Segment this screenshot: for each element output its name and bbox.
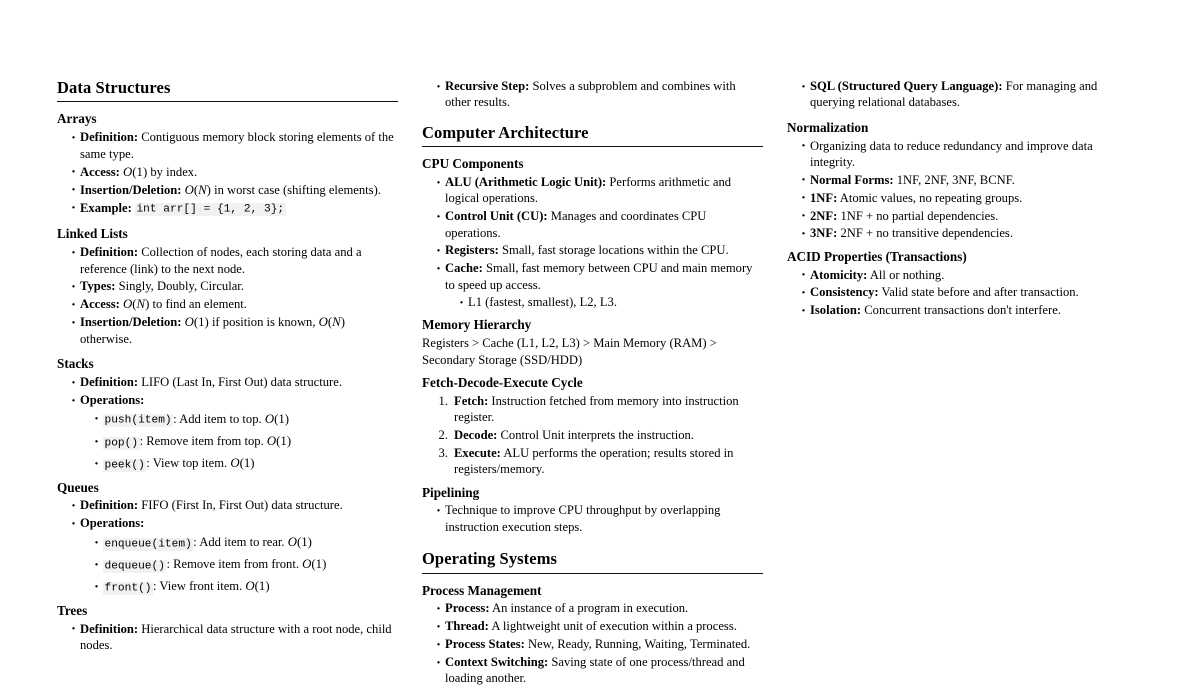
item-label: Fetch: (454, 393, 489, 408)
list-item (71, 182, 398, 199)
list-item (436, 600, 763, 616)
item-text: to find an element. (152, 297, 247, 312)
section-rule-computer-architecture (422, 146, 763, 147)
item-text: Instruction fetched from memory into instruction register. (454, 393, 739, 425)
item-label: Consistency: (810, 285, 879, 300)
item-text: Saving state of one process/thread and loading another. (445, 655, 745, 686)
list-item (436, 260, 763, 310)
item-label: 1NF: (810, 190, 838, 205)
list-item (801, 208, 1117, 224)
item-label: Example: (80, 200, 132, 215)
item-label: Registers: (445, 243, 499, 258)
complexity-notation: O(1) (123, 164, 148, 179)
list-cpu-components (422, 174, 763, 310)
list-item (436, 242, 763, 258)
code-snippet: push(item) (104, 414, 172, 427)
complexity-notation: O(1) (266, 434, 292, 448)
subheading-stacks: Stacks (57, 356, 94, 372)
subheading-pipelining: Pipelining (422, 484, 480, 500)
complexity-notation: O(1) (302, 557, 327, 572)
code-snippet: dequeue() (104, 560, 165, 573)
list-item (71, 515, 398, 596)
item-text: Solves a subproblem and combines with other results. (445, 79, 736, 110)
item-text: An instance of a program in execution. (492, 601, 689, 616)
item-label: Thread: (445, 619, 489, 634)
subheading-trees: Trees (57, 602, 88, 618)
item-text: 1NF, 2NF, 3NF, BCNF. (896, 172, 1015, 187)
list-item (801, 225, 1117, 241)
item-label: Insertion/Deletion: (80, 182, 182, 197)
subheading-queues: Queues (57, 479, 99, 495)
item-text: by index. (150, 164, 198, 179)
list-item (94, 556, 398, 574)
memory-hierarchy-text: Registers > Cache (L1, L2, L3) > Main Memory (RAM) > Secondary Storage (SSD/HDD) (422, 336, 717, 367)
item-text: in worst case (shifting elements). (214, 182, 381, 197)
list-item (94, 534, 398, 552)
list-stacks (57, 374, 398, 472)
code-snippet: pop() (104, 437, 139, 449)
item-text: New, Ready, Running, Waiting, Terminated. (528, 637, 751, 652)
item-text: if position is known, (211, 315, 316, 330)
list-item (432, 427, 763, 443)
item-label: Operations: (80, 516, 145, 531)
subheading-fetch-decode-execute: Fetch-Decode-Execute Cycle (422, 374, 583, 390)
list-item (71, 200, 398, 218)
item-text: L1 (fastest, smallest), L2, L3. (468, 295, 617, 310)
list-item (432, 393, 763, 426)
list-item (94, 433, 398, 451)
item-text-2: otherwise. (80, 332, 133, 347)
item-label: Process States: (445, 637, 525, 652)
section-rule-data-structures (57, 101, 398, 102)
item-label: Atomicity: (810, 267, 868, 282)
item-label: Access: (80, 297, 120, 312)
list-pipelining (422, 502, 763, 535)
item-text: Valid state before and after transaction. (881, 285, 1079, 300)
list-item (71, 296, 398, 313)
list-item (71, 314, 398, 347)
list-item (71, 497, 398, 513)
item-label: Definition: (80, 245, 139, 260)
list-fetch-decode-execute (422, 393, 763, 478)
list-item (801, 138, 1117, 171)
list-item (801, 267, 1117, 283)
item-label: 3NF: (810, 226, 838, 241)
item-label: 2NF: (810, 208, 838, 223)
code-snippet: front() (104, 582, 152, 595)
list-item (436, 78, 763, 111)
item-label: Types: (80, 279, 116, 294)
list-queues (57, 497, 398, 595)
list-linked-lists (57, 244, 398, 347)
subheading-arrays: Arrays (57, 111, 97, 127)
list-item (94, 411, 398, 429)
list-item (436, 636, 763, 652)
item-label: Definition: (80, 621, 139, 636)
item-label: Decode: (454, 428, 498, 443)
item-text: : Remove item from top. (139, 434, 264, 448)
item-label: Operations: (80, 393, 145, 408)
item-text: : View top item. (146, 456, 228, 471)
item-text: 2NF + no transitive dependencies. (840, 226, 1013, 241)
item-text: Contiguous memory block storing elements of the same type. (80, 130, 394, 161)
section-rule-operating-systems (422, 573, 763, 574)
item-label: Process: (445, 601, 490, 616)
list-arrays (57, 129, 398, 217)
list-acid-properties (787, 267, 1117, 319)
list-item (801, 78, 1117, 111)
item-text: FIFO (First In, First Out) data structure. (141, 498, 343, 513)
item-text: : Remove item from front. (166, 557, 299, 572)
item-text: Technique to improve CPU throughput by overlapping instruction execution steps. (445, 503, 721, 534)
section-heading-computer-architecture: Computer Architecture (422, 122, 589, 142)
item-text: Manages and coordinates CPU operations. (445, 209, 707, 240)
subheading-process-management: Process Management (422, 582, 542, 598)
list-item (71, 129, 398, 162)
section-computer-architecture (422, 123, 763, 535)
item-label: Execute: (454, 445, 501, 460)
list-process-management (422, 600, 763, 686)
sublist-stack-operations (80, 411, 398, 473)
subheading-acid-properties: ACID Properties (Transactions) (787, 248, 967, 264)
item-text: For managing and querying relational databases. (810, 79, 1098, 110)
item-label: SQL (Structured Query Language): (810, 79, 1003, 93)
subheading-cpu-components: CPU Components (422, 156, 524, 172)
list-item (94, 455, 398, 473)
list-item (801, 172, 1117, 188)
complexity-notation: O(1) (245, 579, 270, 594)
item-text: Singly, Doubly, Circular. (118, 279, 244, 294)
item-text: 1NF + no partial dependencies. (840, 208, 999, 223)
list-item (436, 208, 763, 241)
list-continued-recursion (422, 78, 763, 111)
item-text: LIFO (Last In, First Out) data structure. (141, 375, 342, 390)
complexity-notation-2: O(N) (318, 315, 345, 330)
list-item (71, 164, 398, 181)
list-item (436, 654, 763, 687)
list-item (436, 618, 763, 634)
item-text: Hierarchical data structure with a root node, child nodes. (80, 621, 392, 653)
list-item (71, 374, 398, 390)
list-item (71, 278, 398, 294)
list-item (71, 392, 398, 473)
subheading-memory-hierarchy: Memory Hierarchy (422, 317, 532, 333)
sublist-queue-operations (80, 534, 398, 596)
item-label: Cache: (445, 261, 483, 276)
column-3 (787, 78, 1117, 626)
item-text: : Add item to rear. (193, 535, 285, 550)
complexity-notation: O(1) (230, 456, 255, 471)
column-1 (57, 78, 398, 653)
item-label: Definition: (80, 498, 139, 513)
subheading-linked-lists: Linked Lists (57, 226, 128, 242)
item-label: Definition: (80, 130, 139, 145)
list-item (459, 294, 763, 310)
list-trees (57, 621, 398, 654)
list-item (436, 174, 763, 207)
complexity-notation: O(N) (123, 297, 150, 312)
item-text: : Add item to top. (173, 411, 262, 426)
item-label: Access: (80, 164, 120, 179)
item-text: Organizing data to reduce redundancy and improve data integrity. (810, 138, 1093, 169)
item-text: Collection of nodes, each storing data and a reference (link) to the next node. (80, 245, 362, 276)
item-text: Small, fast storage locations within the CPU. (502, 243, 729, 258)
list-item (432, 445, 763, 478)
item-text: ALU performs the operation; results stored in registers/memory. (454, 445, 734, 477)
column-2 (422, 78, 763, 686)
section-data-structures (57, 78, 398, 653)
item-text: A lightweight unit of execution within a process. (491, 619, 737, 634)
item-label: Recursive Step: (445, 79, 530, 93)
item-text: Small, fast memory between CPU and main memory to speed up access. (445, 261, 753, 292)
list-continued-sql (787, 78, 1117, 111)
complexity-notation: O(1) (184, 315, 209, 330)
list-item (801, 302, 1117, 318)
item-text: Performs arithmetic and logical operations. (445, 175, 732, 206)
sublist-cache-levels (445, 294, 763, 310)
item-label: Control Unit (CU): (445, 209, 548, 224)
complexity-notation: O(1) (287, 535, 312, 550)
code-snippet: peek() (104, 459, 145, 472)
section-operating-systems (422, 549, 763, 687)
code-snippet: int arr[] = {1, 2, 3}; (136, 203, 285, 216)
list-item (71, 244, 398, 277)
item-label: Context Switching: (445, 655, 549, 670)
item-label: Definition: (80, 375, 139, 390)
list-item (71, 621, 398, 654)
three-column-layout (57, 78, 1115, 686)
list-item (801, 284, 1117, 300)
complexity-notation: O(1) (264, 411, 289, 426)
section-heading-operating-systems: Operating Systems (422, 549, 558, 569)
item-label: Isolation: (810, 303, 862, 318)
code-snippet: enqueue(item) (104, 538, 192, 551)
item-text: : View front item. (153, 579, 243, 594)
item-text: Concurrent transactions don't interfere. (864, 303, 1061, 318)
list-item (801, 190, 1117, 206)
list-normalization (787, 138, 1117, 242)
list-item (94, 578, 398, 596)
item-label: ALU (Arithmetic Logic Unit): (445, 175, 607, 190)
item-label: Normal Forms: (810, 172, 894, 187)
item-text: Atomic values, no repeating groups. (839, 190, 1023, 205)
complexity-notation: O(N) (184, 182, 211, 197)
item-text: All or nothing. (869, 267, 945, 282)
subheading-normalization: Normalization (787, 119, 869, 135)
item-label: Insertion/Deletion: (80, 315, 182, 330)
item-text: Control Unit interprets the instruction. (500, 428, 694, 443)
section-heading-data-structures: Data Structures (57, 78, 171, 97)
list-item (436, 502, 763, 535)
